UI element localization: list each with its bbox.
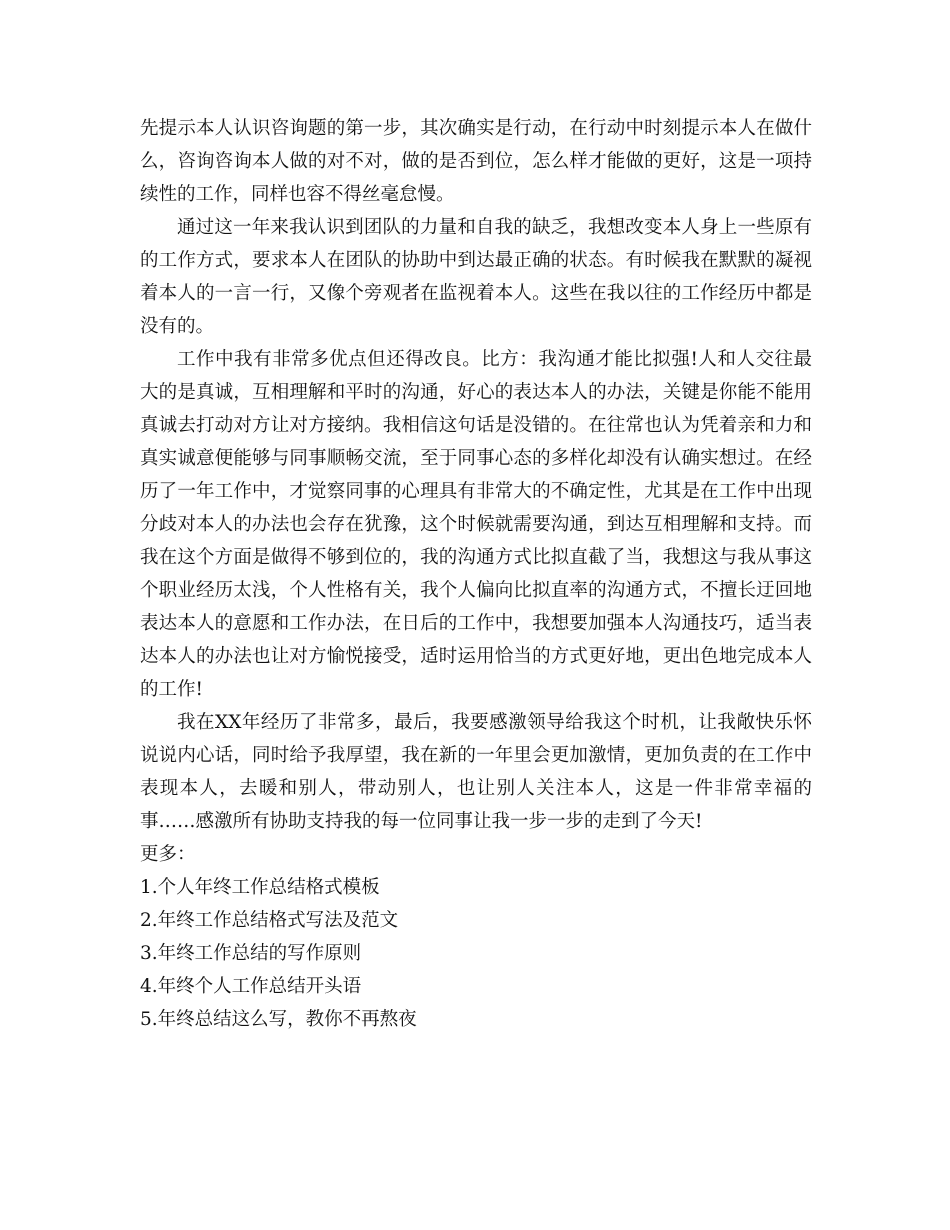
related-link-5[interactable]: 5.年终总结这么写，教你不再熬夜: [140, 1009, 417, 1030]
related-link-1[interactable]: 1.个人年终工作总结格式模板: [140, 877, 380, 898]
document-page: [140, 112, 812, 1036]
body-paragraph-4: 我在XX年经历了非常多，最后，我要感激领导给我这个时机，让我敞快乐怀说说内心话，同时给予我厚望，我在新的一年里会更加激情，更加负责的在工作中表现本人，去暖和别人，带动别人，也让别人关注本人，这是一件非常幸福的事……感激所有协助支持我的每一位同事让我一步一步的走到了今天!: [140, 712, 812, 832]
related-link-4[interactable]: 4.年终个人工作总结开头语: [140, 976, 362, 997]
body-paragraph-1: 先提示本人认识咨询题的第一步，其次确实是行动，在行动中时刻提示本人在做什么，咨询咨询本人做的对不对，做的是否到位，怎么样才能做的更好，这是一项持续性的工作，同样也容不得丝毫怠慢。: [140, 118, 812, 205]
related-link-3[interactable]: 3.年终工作总结的写作原则: [140, 943, 362, 964]
related-link-2[interactable]: 2.年终工作总结格式写法及范文: [140, 910, 399, 931]
more-label: 更多：: [140, 844, 196, 865]
body-paragraph-3: 工作中我有非常多优点但还得改良。比方：我沟通才能比拟强!人和人交往最大的是真诚，互相理解和平时的沟通，好心的表达本人的办法，关键是你能不能用真诚去打动对方让对方接纳。我相信这句话是没错的。在往常也认为凭着亲和力和真实诚意便能够与同事顺畅交流，至于同事心态的多样化却没有认确实想过。在经历了一年工作中，才觉察同事的心理具有非常大的不确定性，尤其是在工作中出现分歧对本人的办法也会存在犹豫，这个时候就需要沟通，到达互相理解和支持。而我在这个方面是做得不够到位的，我的沟通方式比拟直截了当，我想这与我从事这个职业经历太浅，个人性格有关，我个人偏向比拟直率的沟通方式，不擅长迂回地表达本人的意愿和工作办法，在日后的工作中，我想要加强本人沟通技巧，适当表达本人的办法也让对方愉悦接受，适时运用恰当的方式更好地，更出色地完成本人的工作!: [140, 349, 812, 700]
related-links-list: [140, 871, 812, 1036]
body-paragraph-2: 通过这一年来我认识到团队的力量和自我的缺乏，我想改变本人身上一些原有的工作方式，要求本人在团队的协助中到达最正确的状态。有时候我在默默的凝视着本人的一言一行，又像个旁观者在监视着本人。这些在我以往的工作经历中都是没有的。: [140, 217, 812, 337]
